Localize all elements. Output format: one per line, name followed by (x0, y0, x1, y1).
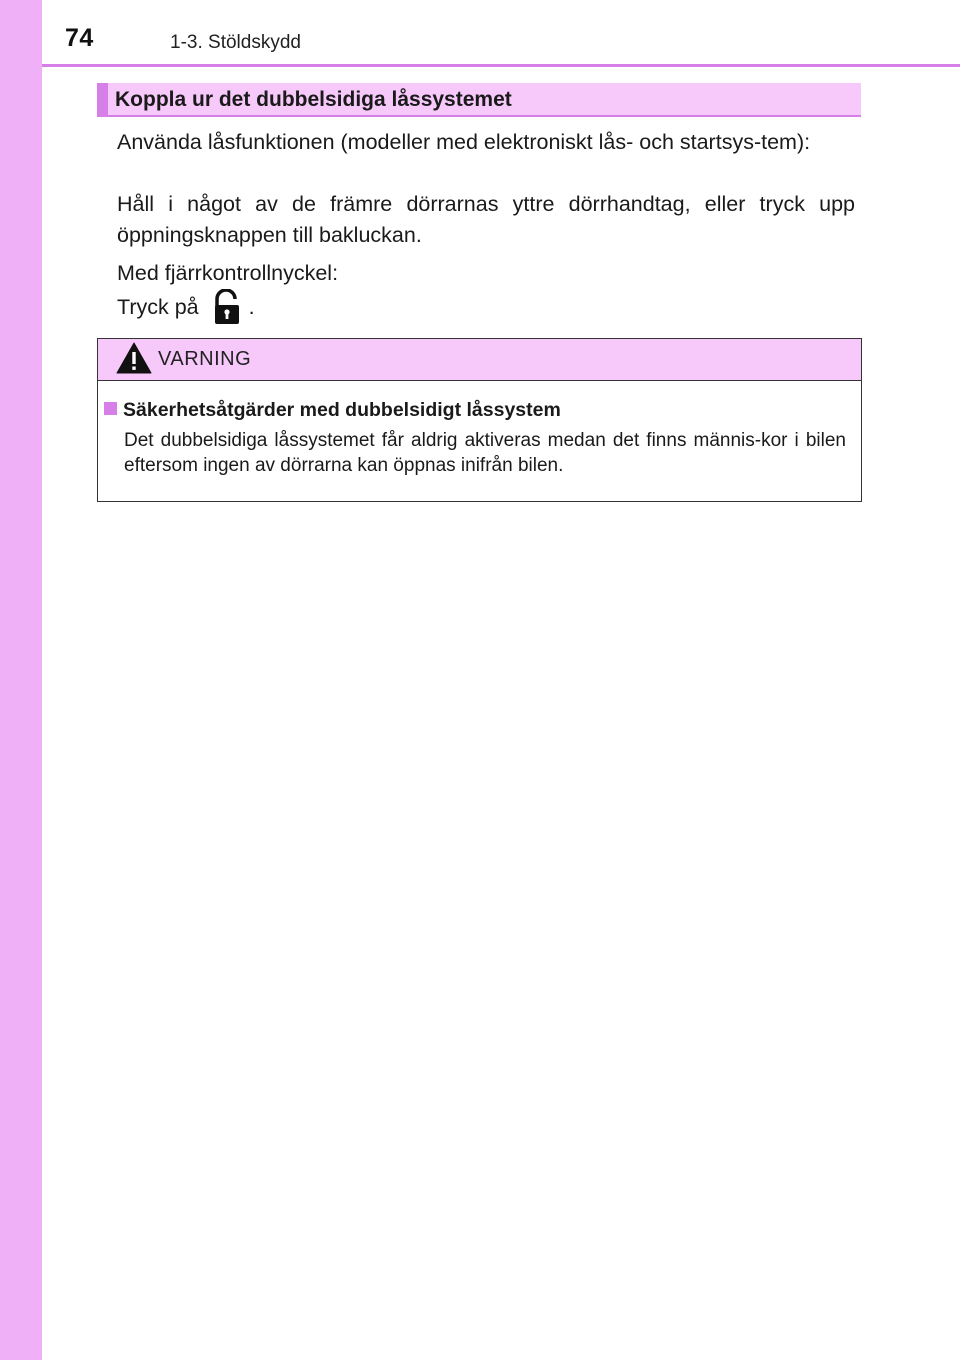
bullet-square-icon (104, 402, 117, 415)
warning-triangle-icon (116, 342, 152, 374)
paragraph-remote-key (117, 258, 855, 325)
press-instruction (117, 289, 255, 325)
warning-box (97, 338, 862, 502)
side-band (0, 0, 42, 1360)
section-title: Koppla ur det dubbelsidiga låssystemet (115, 88, 512, 111)
page-number: 74 (65, 24, 94, 52)
header-divider (42, 64, 960, 67)
chapter-title: 1-3. Stöldskydd (170, 32, 301, 53)
paragraph-door-handle: Håll i något av de främre dörrarnas yttre dörrhandtag, eller tryck upp öppningsknappen till bakluckan. (117, 192, 855, 247)
unlock-icon (213, 289, 241, 325)
paragraph-lock-function: Använda låsfunktionen (modeller med elektroniskt lås- och startsys-tem): (117, 130, 811, 154)
press-suffix: . (248, 294, 255, 319)
press-prefix: Tryck på (117, 294, 199, 319)
warning-subheading-text: Säkerhetsåtgärder med dubbelsidigt låssystem (123, 399, 561, 421)
warning-label: VARNING (158, 348, 252, 370)
warning-subheading (104, 399, 561, 422)
section-accent-bar (97, 83, 108, 115)
section-header (97, 83, 861, 117)
warning-text: Det dubbelsidiga låssystemet får aldrig aktiveras medan det finns männis-kor i bilen eftersom ingen av dörrarna kan öppnas inifrån bilen. (124, 430, 846, 476)
warning-header (98, 339, 861, 381)
remote-key-heading: Med fjärrkontrollnyckel: (117, 261, 339, 285)
